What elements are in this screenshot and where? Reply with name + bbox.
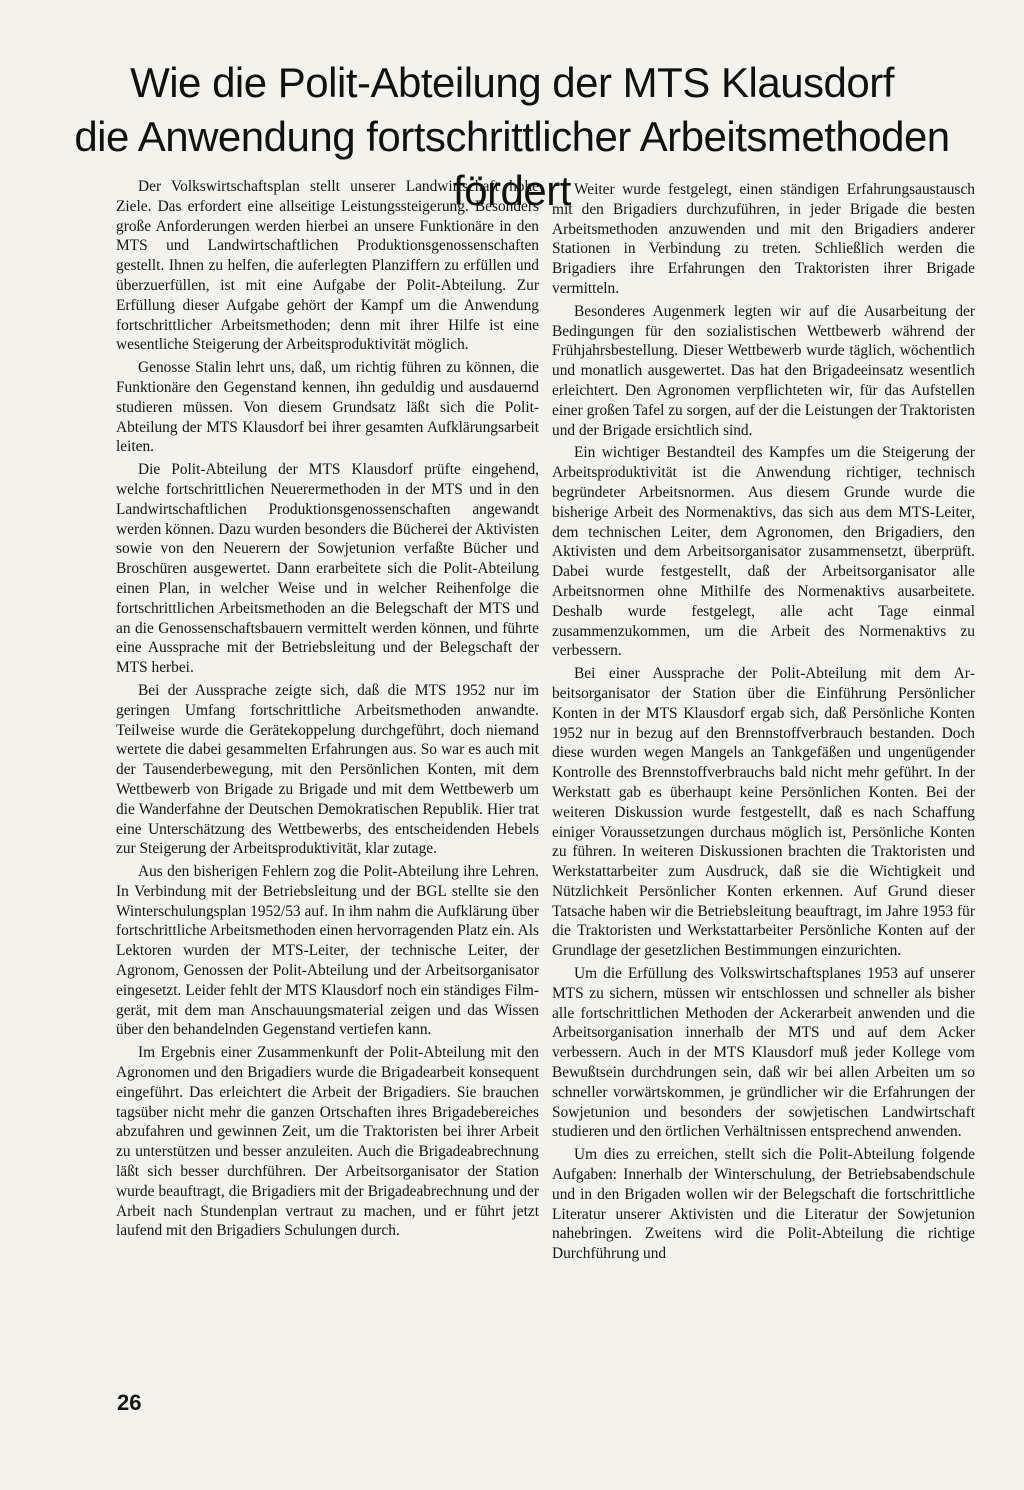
paragraph: Aus den bisherigen Fehlern zog die Polit-Abteilung ihre Lehren. In Verbindung mit der Betriebsleitung und der BGL stellte sie den Winterschulungsplan 1952/53 auf. In ihm nahm die Aufklärung über fortschrittliche Arbeitsmethoden einen hervorragenden Platz ein. Als Lektoren wurden der MTS-Leiter, der technische Leiter, der Agronom, Genossen der Polit-Abteilung und der Arbeitsorganisator eingesetzt. Leider fehlt der MTS Klausdorf noch ein ständiges Filmgerät, mit dem man Anschauungsmaterial zeigen und das Wissen über den behandelnden Gegenstand vertiefen kann. [116, 863, 539, 1039]
right-column [552, 180, 975, 1267]
title-line-2: die Anwendung fortschrittlicher Arbeitsmethoden fördert [74, 113, 950, 214]
left-column [116, 177, 539, 1244]
paragraph: Bei einer Aussprache der Polit-Abteilung mit dem Arbeitsorganisator der Station über die Einführung Persönlicher Konten in der MTS Klausdorf ergab sich, daß Persönliche Konten 1952 nur in bezug auf den Brennstoffverbrauch bestanden. Doch diese wurden wegen Mangels an Tankgefäßen und ungenügender Kontrolle des Brennstoffverbrauchs bald nicht mehr geführt. In der Werkstatt gab es überhaupt keine Persönlichen Konten. Bei der weiteren Diskussion wurde festgestellt, daß es nach Schaffung einiger Voraussetzungen durchaus möglich ist, Persönliche Konten zu führen. In weiteren Diskussionen brachten die Traktoristen und Werkstattarbeiter zum Ausdruck, daß sie die Wichtigkeit und Nützlichkeit Persönlicher Konten erkennen. Auf Grund dieser Tatsache haben wir die Betriebsleitung beauftragt, im Jahre 1953 für die Traktoristen und Werkstattarbeiter Persönliche Konten auf der Grundlage der gesetzlichen Bestimmungen einzurichten. [552, 665, 975, 960]
paragraph: Um die Erfüllung des Volkswirtschaftsplanes 1953 auf unserer MTS zu sichern, müssen wir entschlossen und schneller als bisher alle fortschrittlichen Methoden der Ackerarbeit anwenden und die Arbeitsorganisation innerhalb der MTS und auf dem Acker verbessern. Auch in der MTS Klausdorf muß jeder Kollege vom Bewußtsein durchdrungen sein, daß wir bei allen Arbeiten um so schneller vorwärtskommen, je gründlicher wir die Erfahrungen der Sowjetunion und besonders der sowjetischen Landwirtschaft studieren und den örtlichen Verhältnissen entsprechend anwenden. [552, 965, 975, 1141]
paragraph: Bei der Aussprache zeigte sich, daß die MTS 1952 nur im geringen Umfang fortschrittliche Arbeitsmethoden anwandte. Teilweise wurde die Gerätekoppelung durchgeführt, doch niemand wertete die dabei gesammelten Erfahrungen aus. So war es auch mit der Tausenderbewegung, mit den Persönlichen Konten, mit dem Wettbewerb von Brigade zu Brigade und mit dem Wettbewerb um die Wanderfahne der Deutschen Demokratischen Republik. Hier trat eine Unterschätzung des Wettbewerbs, des entscheidenden Hebels zur Steigerung der Arbeitsproduktivität, klar zutage. [116, 681, 539, 858]
paragraph: Weiter wurde festgelegt, einen ständigen Erfahrungsaustausch mit den Brigadiers durchzuführen, in jeder Brigade die besten Arbeitsmethoden anzuwenden und mit den Brigadiers anderer Stationen in Verbindung zu treten. Schließlich werden die Brigadiers ihre Erfahrungen den Traktoristen ihrer Brigade vermitteln. [552, 181, 975, 297]
title-line-1: Wie die Polit-Abteilung der MTS Klausdorf [130, 59, 894, 106]
page-number: 26 [117, 1390, 142, 1415]
paragraph: Genosse Stalin lehrt uns, daß, um richtig führen zu können, die Funktionäre den Gegenstand kennen, ihn geduldig und ausdauernd studieren müssen. Von diesem Grundsatz läßt sich die Polit-Abteilung der MTS Klausdorf bei ihrer gesamten Aufklärungsarbeit leiten. [116, 359, 539, 456]
paragraph: Der Volkswirtschaftsplan stellt unserer Landwirtschaft hohe Ziele. Das erfordert eine allseitige Leistungssteigerung. Besonders große Anforderungen werden hierbei an unsere Funktionäre in den MTS und Landwirtschaftlichen Produktionsgenossenschaften gestellt. Ihnen zu helfen, die auferlegten Planziffern zu erfüllen und überzuerfüllen, ist mit eine Aufgabe der Polit-Abteilung. Zur Erfüllung dieser Aufgabe gehört der Kampf um die Anwendung fortschrittlicher Arbeitsmethoden; denn mit ihrer Hilfe ist eine wesentliche Steigerung der Arbeitsproduktivität möglich. [116, 178, 539, 354]
paragraph: Im Ergebnis einer Zusammenkunft der Polit-Abteilung mit den Agronomen und den Brigadiers wurde die Brigadearbeit konsequent eingeführt. Das erleichtert die Arbeit der Brigadiers. Sie brauchen tagsüber nicht mehr die ganzen Ortschaften ihres Brigadebereiches abzufahren und gewinnen Zeit, um die Traktoristen bei ihrer Arbeit zu unterstützen und besser anzuleiten. Auch die Brigadeabrechnung läßt sich besser durchführen. Der Arbeitsorganisator der Station wurde beauftragt, die Brigadiers mit der Brigadeabrechnung und der Arbeit nach Stundenplan vertraut zu machen, und er führt jetzt laufend mit den Brigadiers Schulungen durch. [116, 1044, 539, 1240]
paragraph: Die Polit-Abteilung der MTS Klausdorf prüfte eingehend, welche fortschrittlichen Neuerermethoden in der MTS und in den Landwirtschaftlichen Produktionsgenossenschaften angewandt werden können. Dazu wurden besonders die Bücherei der Aktivisten sowie von den Neuerern der Sowjetunion verfaßte Bücher und Broschüren ausgewertet. Dann erarbeitete sich die Polit-Abteilung einen Plan, in welcher Weise und in welcher Reihenfolge die fortschrittlichen Arbeitsmethoden an die Belegschaft der MTS und an die Genossenschaftsbauern vermittelt werden können, und führte eine Aussprache mit der Betriebsleitung und der Belegschaft der MTS herbei. [116, 461, 539, 677]
paragraph: Besonderes Augenmerk legten wir auf die Ausarbeitung der Bedingungen für den sozialistischen Wettbewerb während der Frühjahrsbestellung. Dieser Wettbewerb wurde täglich, wöchentlich und monatlich ausgewertet. Das hat den Brigadeeinsatz wesentlich erleichtert. Den Agronomen verpflichteten wir, für das Aufstellen einer großen Tafel zu sorgen, auf der die Leistungen der Traktoristen und der Brigade ersichtlich sind. [552, 302, 975, 439]
paragraph: Ein wichtiger Bestandteil des Kampfes um die Steigerung der Arbeitsproduktivität ist die Anwendung richtiger, technisch begründeter Arbeitsnormen. Aus diesem Grunde wurde die bisherige Arbeit des Normenaktivs, das sich aus dem MTS-Leiter, dem technischen Leiter, dem Agronomen, den Brigadiers, den Aktivisten und dem Arbeitsorganisator zusammensetzt, überprüft. Dabei wurde festgestellt, daß der Arbeitsorganisator alle Arbeitsnormen ohne Mithilfe des Normenaktivs ausarbeitete. Deshalb wurde festgelegt, alle acht Tage einmal zusammenzukommen, um die Arbeit des Normenaktivs zu verbessern. [552, 444, 975, 660]
paragraph: Um dies zu erreichen, stellt sich die Polit-Abteilung folgende Aufgaben: Innerhalb der Winterschulung, der Betriebsabendschule und in den Brigaden wollen wir der Belegschaft die fortschrittliche Literatur unserer Aktivisten und die Literatur der Sowjetunion nahebringen. Zweitens wird die Polit-Abteilung die richtige Durchführung und [552, 1146, 975, 1263]
